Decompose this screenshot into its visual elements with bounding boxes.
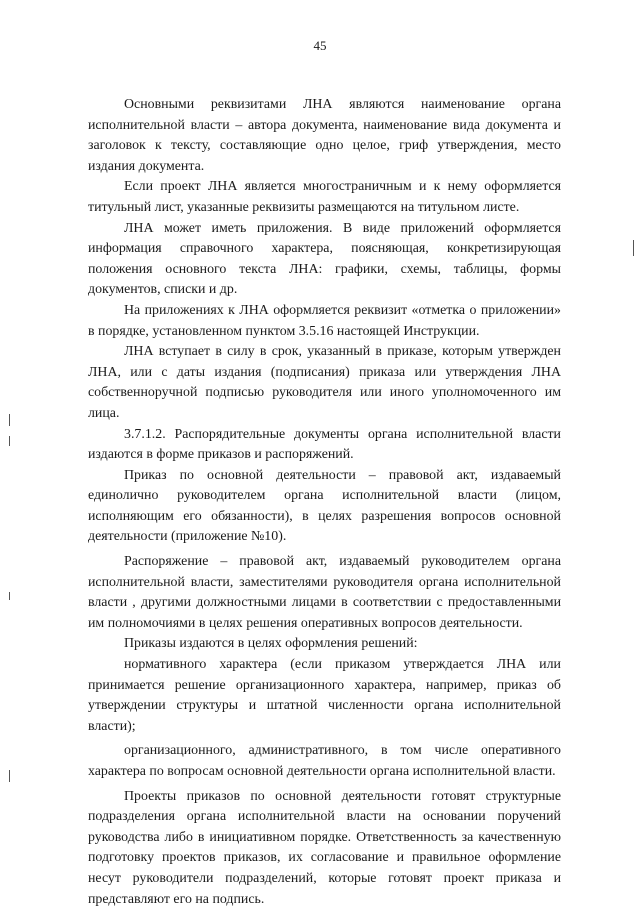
document-body [88,95,561,910]
paragraph-3: ЛНА может иметь приложения. В виде приложений оформляется информация справочного характера, поясняющая, конкретизирующая положения основного текста ЛНА: графики, схемы, таблицы, формы документов, списки и др. [88,220,561,298]
paragraph-4: На приложениях к ЛНА оформляется реквизит «отметка о приложении» в порядке, установленном пунктом 3.5.16 настоящей Инструкции. [88,302,561,339]
scan-mark [9,436,10,446]
page-number: 45 [313,38,327,53]
scan-mark [9,770,10,782]
paragraph-5: ЛНА вступает в силу в срок, указанный в приказе, которым утвержден ЛНА, или с даты издания (подписания) приказа или утверждения ЛНА собственноручной подписью руководителя или иного уполномоченного им лица. [88,344,561,421]
scan-mark [9,414,10,426]
paragraph-1: Основными реквизитами ЛНА являются наименование органа исполнительной власти – автора документа, наименование вида документа и заголовок к тексту, составляющие одно целое, гриф утверждения, место издания документа. [88,97,561,174]
paragraph-10: нормативного характера (если приказом утверждается ЛНА или принимается решение организационного характера, например, приказ об утверждении структуры и штатной численности органа исполнительной власти); [88,657,561,734]
paragraph-6: 3.7.1.2. Распорядительные документы органа исполнительной власти издаются в форме приказов и распоряжений. [88,426,561,463]
scan-mark [633,240,634,256]
paragraph-9: Приказы издаются в целях оформления решений: [124,636,418,652]
paragraph-8: Распоряжение – правовой акт, издаваемый руководителем органа исполнительной власти, заместителями руководителя органа исполнительной власти , другими должностными лицами в соответствии с предоставленными им полномочиями в целях решения оперативных вопросов деятельности. [88,554,561,631]
scan-mark [9,592,10,600]
paragraph-11: организационного, административного, в том числе оперативного характера по вопросам основной деятельности органа исполнительной власти. [88,743,561,779]
paragraph-12: Проекты приказов по основной деятельности готовят структурные подразделения органа исполнительной власти на основании поручений руководства либо в инициативном порядке. Ответственность за качественную подготовку проектов приказов, их согласование и правильное оформление несут руководители подразделений, которые готовят проект приказа и представляют его на подпись. [88,788,561,907]
paragraph-2: Если проект ЛНА является многостраничным и к нему оформляется титульный лист, указанные реквизиты размещаются на титульном листе. [88,179,561,215]
paragraph-7: Приказ по основной деятельности – правовой акт, издаваемый единолично руководителем органа исполнительной власти (лицом, исполняющим его обязанности), в целях разрешения вопросов основной деятельности (приложение №10). [88,467,561,545]
